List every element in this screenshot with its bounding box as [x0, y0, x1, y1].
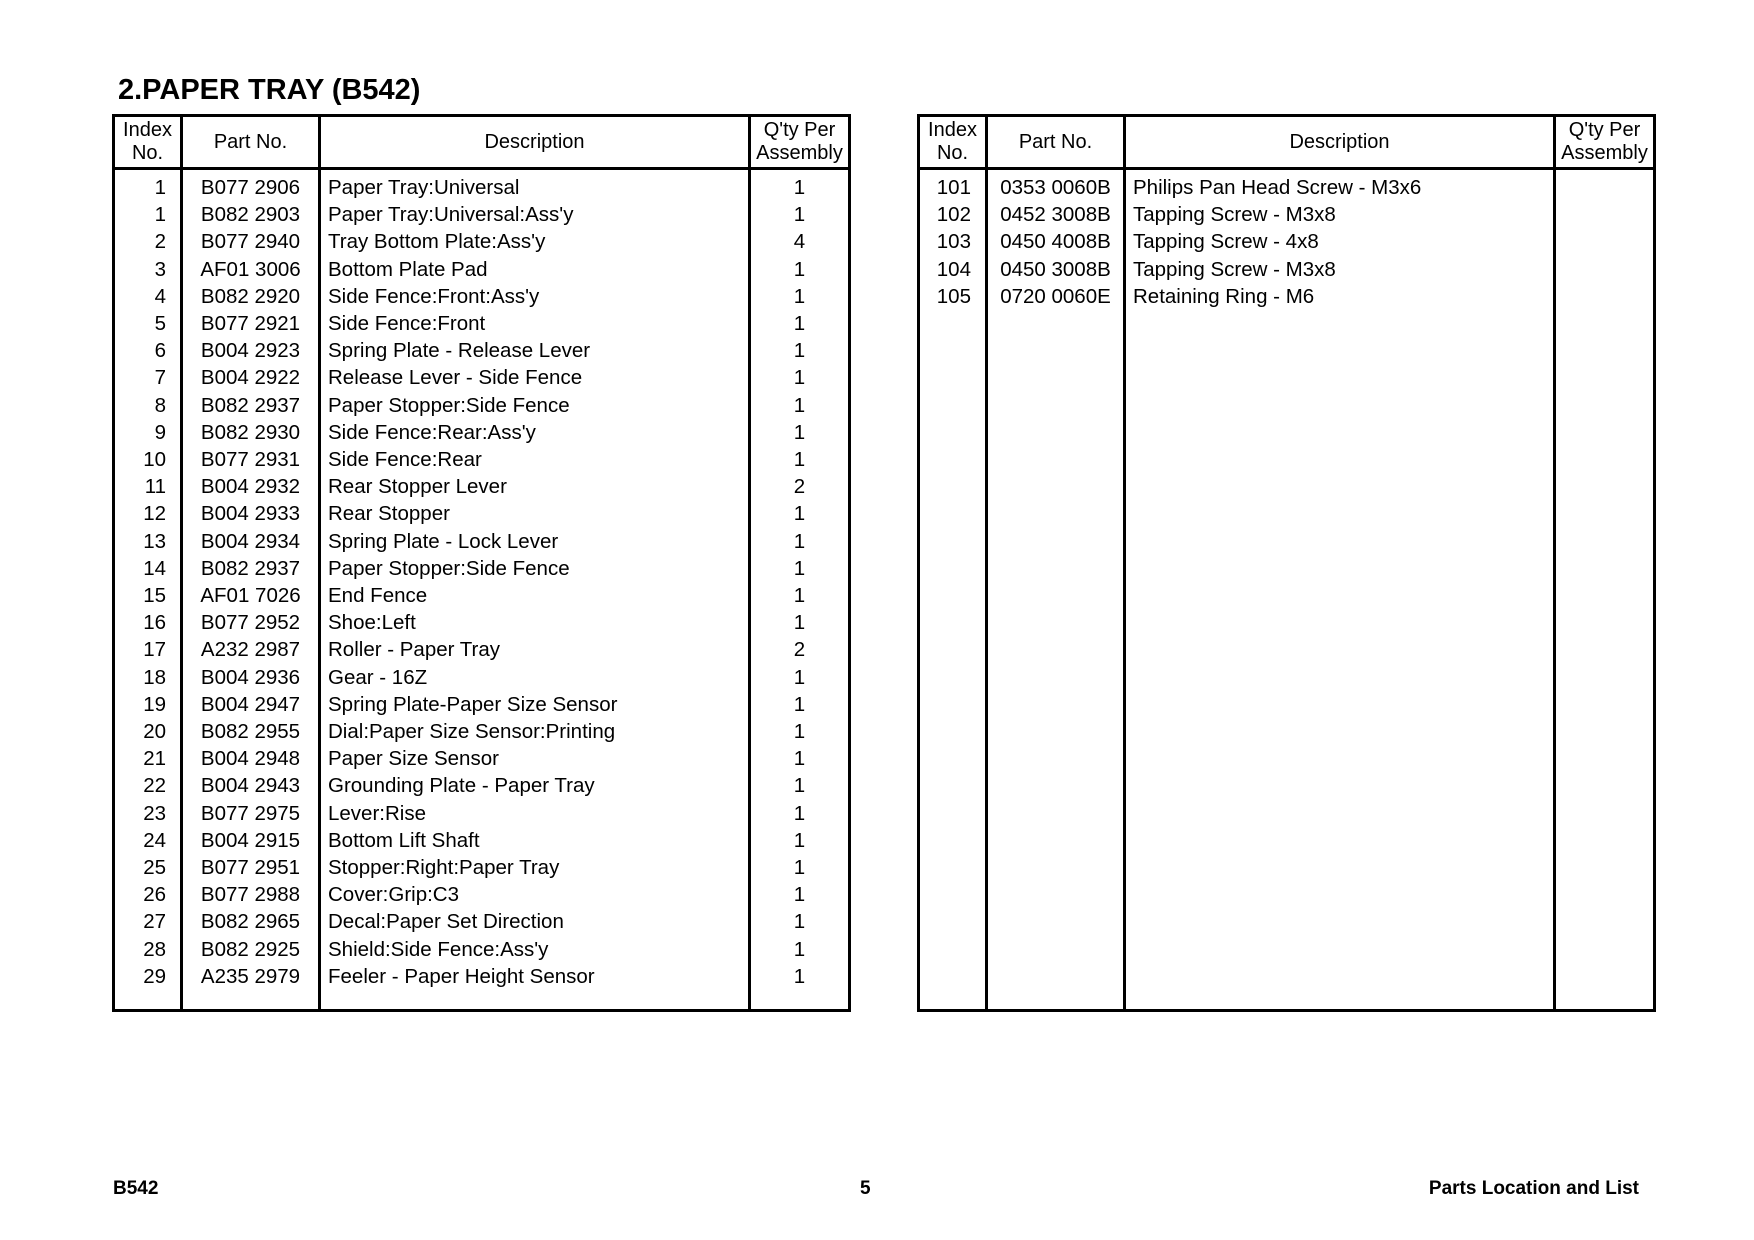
- qty-cell: 1: [750, 936, 850, 963]
- index-cell: 21: [114, 745, 182, 772]
- table-row: [114, 582, 850, 609]
- table-row: [114, 337, 850, 364]
- index-cell: 22: [114, 772, 182, 799]
- table-row: [114, 908, 850, 935]
- table-row: [114, 745, 850, 772]
- qty-cell: 1: [750, 745, 850, 772]
- description-cell: Gear - 16Z: [320, 664, 750, 691]
- index-cell: 105: [919, 283, 987, 310]
- part-no-cell: 0452 3008B: [987, 201, 1125, 228]
- qty-cell: 1: [750, 169, 850, 202]
- empty-cell: [919, 310, 987, 1010]
- table-row: [114, 446, 850, 473]
- part-no-cell: B077 2906: [182, 169, 320, 202]
- part-no-cell: 0720 0060E: [987, 283, 1125, 310]
- index-cell: 11: [114, 473, 182, 500]
- table-row: [114, 772, 850, 799]
- empty-cell: [320, 990, 750, 1010]
- qty-cell: 1: [750, 664, 850, 691]
- description-cell: Paper Stopper:Side Fence: [320, 392, 750, 419]
- description-cell: Side Fence:Rear: [320, 446, 750, 473]
- qty-cell: [1555, 228, 1655, 255]
- part-no-cell: B082 2903: [182, 201, 320, 228]
- part-no-cell: B004 2934: [182, 528, 320, 555]
- qty-cell: 2: [750, 473, 850, 500]
- qty-cell: 1: [750, 392, 850, 419]
- footer-section-title: Parts Location and List: [1428, 1178, 1639, 1199]
- empty-cell: [1555, 310, 1655, 1010]
- qty-cell: 1: [750, 528, 850, 555]
- table-row: [114, 201, 850, 228]
- page-title: 2.PAPER TRAY (B542): [118, 74, 421, 106]
- description-cell: Shield:Side Fence:Ass'y: [320, 936, 750, 963]
- qty-cell: 1: [750, 201, 850, 228]
- qty-cell: 1: [750, 854, 850, 881]
- index-cell: 28: [114, 936, 182, 963]
- description-cell: Tapping Screw - 4x8: [1125, 228, 1555, 255]
- part-no-cell: B004 2923: [182, 337, 320, 364]
- empty-cell: [750, 990, 850, 1010]
- index-cell: 9: [114, 419, 182, 446]
- index-cell: 27: [114, 908, 182, 935]
- index-cell: 4: [114, 283, 182, 310]
- header-description: Description: [320, 116, 750, 169]
- index-cell: 101: [919, 169, 987, 202]
- part-no-cell: B004 2936: [182, 664, 320, 691]
- qty-cell: [1555, 201, 1655, 228]
- description-cell: Rear Stopper: [320, 500, 750, 527]
- index-cell: 20: [114, 718, 182, 745]
- table-row: [114, 364, 850, 391]
- table-row: [114, 636, 850, 663]
- table-header-row: [919, 116, 1655, 169]
- part-no-cell: B082 2920: [182, 283, 320, 310]
- description-cell: Tapping Screw - M3x8: [1125, 256, 1555, 283]
- qty-cell: 1: [750, 800, 850, 827]
- empty-cell: [114, 990, 182, 1010]
- table-filler-row: [114, 990, 850, 1010]
- part-no-cell: B004 2943: [182, 772, 320, 799]
- part-no-cell: B004 2915: [182, 827, 320, 854]
- empty-cell: [182, 990, 320, 1010]
- qty-cell: [1555, 256, 1655, 283]
- qty-cell: 1: [750, 337, 850, 364]
- part-no-cell: B082 2930: [182, 419, 320, 446]
- parts-table-right: [917, 114, 1656, 1012]
- qty-cell: 1: [750, 881, 850, 908]
- part-no-cell: B082 2925: [182, 936, 320, 963]
- description-cell: Stopper:Right:Paper Tray: [320, 854, 750, 881]
- description-cell: Rear Stopper Lever: [320, 473, 750, 500]
- table-row: [114, 963, 850, 990]
- description-cell: Roller - Paper Tray: [320, 636, 750, 663]
- description-cell: Retaining Ring - M6: [1125, 283, 1555, 310]
- qty-cell: [1555, 283, 1655, 310]
- table-row: [114, 228, 850, 255]
- index-cell: 103: [919, 228, 987, 255]
- table-row: [919, 169, 1655, 202]
- index-cell: 16: [114, 609, 182, 636]
- qty-cell: 1: [750, 908, 850, 935]
- description-cell: Tray Bottom Plate:Ass'y: [320, 228, 750, 255]
- description-cell: Lever:Rise: [320, 800, 750, 827]
- part-no-cell: B077 2988: [182, 881, 320, 908]
- table-header-row: [114, 116, 850, 169]
- index-cell: 18: [114, 664, 182, 691]
- index-cell: 26: [114, 881, 182, 908]
- description-cell: Tapping Screw - M3x8: [1125, 201, 1555, 228]
- index-cell: 2: [114, 228, 182, 255]
- index-cell: 12: [114, 500, 182, 527]
- description-cell: Paper Tray:Universal: [320, 169, 750, 202]
- part-no-cell: B077 2975: [182, 800, 320, 827]
- index-cell: 5: [114, 310, 182, 337]
- qty-cell: [1555, 169, 1655, 202]
- description-cell: Grounding Plate - Paper Tray: [320, 772, 750, 799]
- part-no-cell: B082 2955: [182, 718, 320, 745]
- table-row: [919, 256, 1655, 283]
- part-no-cell: B004 2933: [182, 500, 320, 527]
- part-no-cell: B082 2937: [182, 392, 320, 419]
- index-cell: 6: [114, 337, 182, 364]
- table-row: [919, 283, 1655, 310]
- index-cell: 25: [114, 854, 182, 881]
- qty-cell: 1: [750, 827, 850, 854]
- header-qty: Q'ty Per Assembly: [750, 116, 850, 169]
- qty-cell: 2: [750, 636, 850, 663]
- header-qty: Q'ty Per Assembly: [1555, 116, 1655, 169]
- part-no-cell: A232 2987: [182, 636, 320, 663]
- description-cell: Paper Tray:Universal:Ass'y: [320, 201, 750, 228]
- part-no-cell: B077 2921: [182, 310, 320, 337]
- qty-cell: 1: [750, 582, 850, 609]
- qty-cell: 1: [750, 609, 850, 636]
- table-row: [114, 528, 850, 555]
- index-cell: 3: [114, 256, 182, 283]
- qty-cell: 1: [750, 772, 850, 799]
- qty-cell: 1: [750, 500, 850, 527]
- part-no-cell: B077 2940: [182, 228, 320, 255]
- table-row: [114, 500, 850, 527]
- table-row: [114, 310, 850, 337]
- index-cell: 1: [114, 201, 182, 228]
- part-no-cell: B004 2947: [182, 691, 320, 718]
- description-cell: Spring Plate-Paper Size Sensor: [320, 691, 750, 718]
- part-no-cell: AF01 3006: [182, 256, 320, 283]
- index-cell: 104: [919, 256, 987, 283]
- description-cell: Spring Plate - Lock Lever: [320, 528, 750, 555]
- header-description: Description: [1125, 116, 1555, 169]
- part-no-cell: 0353 0060B: [987, 169, 1125, 202]
- description-cell: Paper Size Sensor: [320, 745, 750, 772]
- table-row: [114, 936, 850, 963]
- table-row: [114, 691, 850, 718]
- index-cell: 15: [114, 582, 182, 609]
- description-cell: Release Lever - Side Fence: [320, 364, 750, 391]
- table-row: [114, 718, 850, 745]
- table-row: [114, 169, 850, 202]
- table-row: [919, 228, 1655, 255]
- index-cell: 1: [114, 169, 182, 202]
- qty-cell: 1: [750, 963, 850, 990]
- qty-cell: 1: [750, 283, 850, 310]
- index-cell: 24: [114, 827, 182, 854]
- part-no-cell: B077 2952: [182, 609, 320, 636]
- qty-cell: 1: [750, 419, 850, 446]
- part-no-cell: 0450 4008B: [987, 228, 1125, 255]
- header-index: Index No.: [114, 116, 182, 169]
- description-cell: Side Fence:Front:Ass'y: [320, 283, 750, 310]
- index-cell: 23: [114, 800, 182, 827]
- qty-cell: 1: [750, 364, 850, 391]
- description-cell: Dial:Paper Size Sensor:Printing: [320, 718, 750, 745]
- qty-cell: 1: [750, 310, 850, 337]
- description-cell: Spring Plate - Release Lever: [320, 337, 750, 364]
- description-cell: Paper Stopper:Side Fence: [320, 555, 750, 582]
- table-row: [114, 827, 850, 854]
- footer-page-number: 5: [860, 1178, 871, 1199]
- description-cell: Side Fence:Front: [320, 310, 750, 337]
- part-no-cell: B082 2965: [182, 908, 320, 935]
- table-filler-row: [919, 310, 1655, 1010]
- description-cell: Philips Pan Head Screw - M3x6: [1125, 169, 1555, 202]
- parts-table-left: [112, 114, 851, 1012]
- header-part-no: Part No.: [182, 116, 320, 169]
- part-no-cell: B004 2948: [182, 745, 320, 772]
- index-cell: 19: [114, 691, 182, 718]
- index-cell: 14: [114, 555, 182, 582]
- qty-cell: 1: [750, 446, 850, 473]
- table-row: [114, 283, 850, 310]
- description-cell: Bottom Plate Pad: [320, 256, 750, 283]
- description-cell: Side Fence:Rear:Ass'y: [320, 419, 750, 446]
- header-part-no: Part No.: [987, 116, 1125, 169]
- table-row: [114, 664, 850, 691]
- part-no-cell: AF01 7026: [182, 582, 320, 609]
- description-cell: Cover:Grip:C3: [320, 881, 750, 908]
- index-cell: 7: [114, 364, 182, 391]
- part-no-cell: B004 2922: [182, 364, 320, 391]
- index-cell: 102: [919, 201, 987, 228]
- description-cell: Feeler - Paper Height Sensor: [320, 963, 750, 990]
- part-no-cell: A235 2979: [182, 963, 320, 990]
- part-no-cell: B082 2937: [182, 555, 320, 582]
- header-index: Index No.: [919, 116, 987, 169]
- index-cell: 10: [114, 446, 182, 473]
- description-cell: Decal:Paper Set Direction: [320, 908, 750, 935]
- index-cell: 17: [114, 636, 182, 663]
- index-cell: 13: [114, 528, 182, 555]
- table-row: [114, 392, 850, 419]
- table-row: [114, 881, 850, 908]
- empty-cell: [1125, 310, 1555, 1010]
- table-row: [114, 800, 850, 827]
- description-cell: Bottom Lift Shaft: [320, 827, 750, 854]
- qty-cell: 4: [750, 228, 850, 255]
- table-row: [114, 854, 850, 881]
- part-no-cell: B077 2951: [182, 854, 320, 881]
- table-row: [114, 555, 850, 582]
- table-row: [114, 609, 850, 636]
- table-row: [114, 256, 850, 283]
- table-row: [919, 201, 1655, 228]
- qty-cell: 1: [750, 691, 850, 718]
- description-cell: Shoe:Left: [320, 609, 750, 636]
- table-row: [114, 473, 850, 500]
- part-no-cell: B004 2932: [182, 473, 320, 500]
- index-cell: 8: [114, 392, 182, 419]
- qty-cell: 1: [750, 256, 850, 283]
- table-row: [114, 419, 850, 446]
- part-no-cell: B077 2931: [182, 446, 320, 473]
- description-cell: End Fence: [320, 582, 750, 609]
- part-no-cell: 0450 3008B: [987, 256, 1125, 283]
- index-cell: 29: [114, 963, 182, 990]
- footer-model: B542: [113, 1178, 159, 1199]
- empty-cell: [987, 310, 1125, 1010]
- qty-cell: 1: [750, 718, 850, 745]
- qty-cell: 1: [750, 555, 850, 582]
